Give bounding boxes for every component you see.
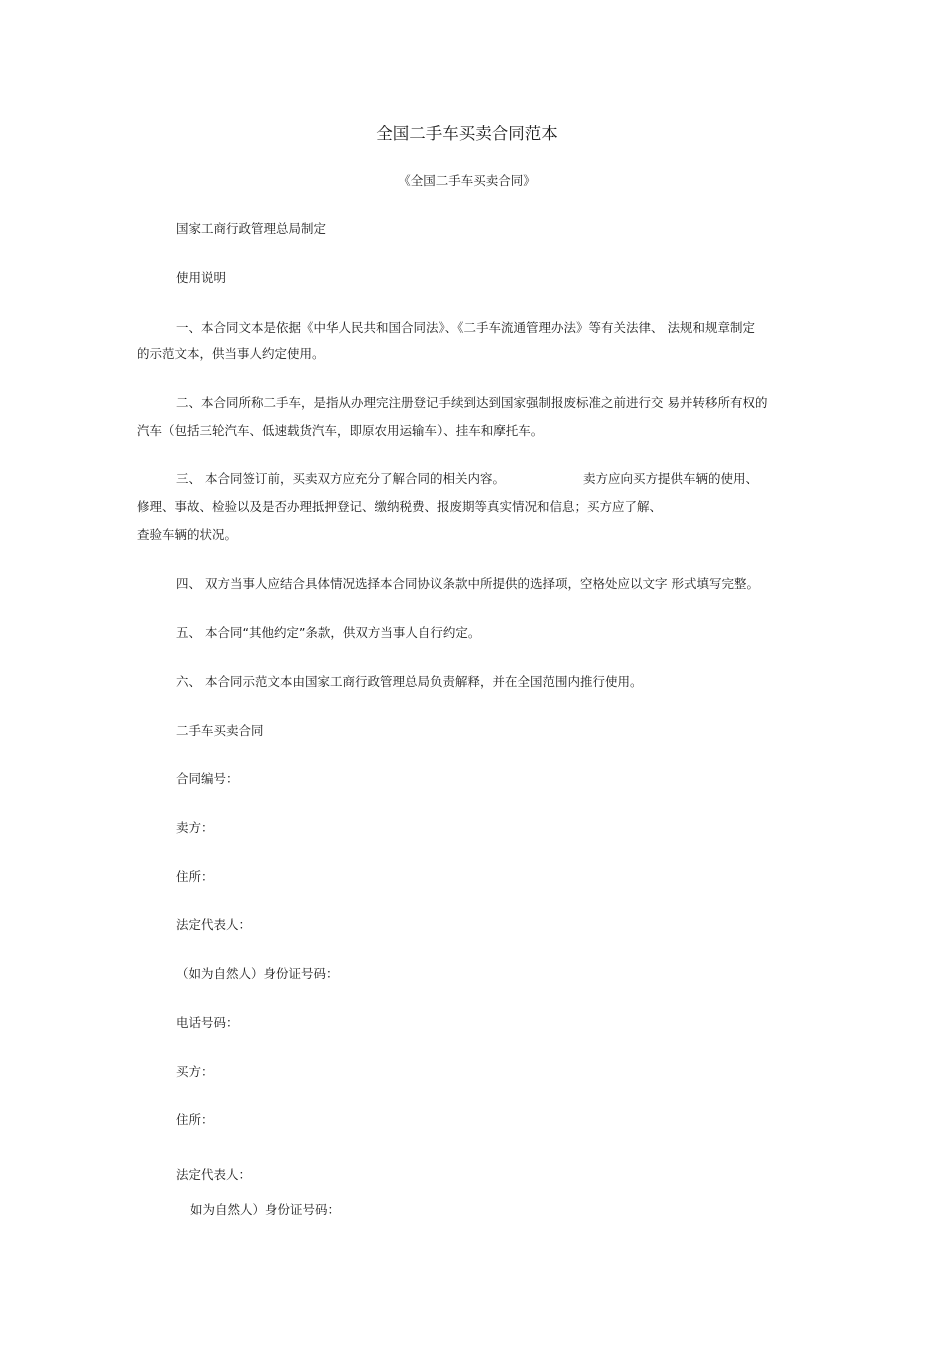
contract-heading: 二手车买卖合同: [176, 723, 264, 738]
clause-6: 六、 本合同示范文本由国家工商行政管理总局负责解释，并在全国范围内推行使用。: [176, 674, 643, 689]
field-buyer-address: 住所：: [176, 1112, 214, 1127]
clause-2-line-2: 汽车（包括三轮汽车、低速载货汽车，即原农用运输车）、挂车和摩托车。: [137, 423, 544, 438]
field-contract-no: 合同编号：: [176, 771, 239, 786]
clause-1-line-2: 的示范文本，供当事人约定使用。: [137, 346, 325, 361]
clause-4: 四、 双方当事人应结合具体情况选择本合同协议条款中所提供的选择项，空格处应以文字 形式填写完整。: [176, 576, 759, 591]
field-buyer: 买方：: [176, 1064, 214, 1079]
instructions-heading: 使用说明: [176, 270, 227, 285]
clause-2-line-1: 二、本合同所称二手车，是指从办理完注册登记手续到达到国家强制报废标准之前进行交 易并转移所有权的: [176, 395, 768, 410]
document-title: 全国二手车买卖合同范本: [376, 124, 558, 143]
field-buyer-legal-rep: 法定代表人：: [176, 1167, 252, 1182]
field-seller-address: 住所：: [176, 869, 214, 884]
field-seller-legal-rep: 法定代表人：: [176, 917, 252, 932]
clause-1-line-1: 一、本合同文本是依据《中华人民共和国合同法》、《二手车流通管理办法》等有关法律、 法规和规章制定: [176, 320, 755, 335]
field-seller: 卖方：: [176, 820, 214, 835]
field-seller-id: （如为自然人）身份证号码：: [176, 966, 339, 981]
field-buyer-id: 如为自然人）身份证号码：: [190, 1202, 341, 1217]
clause-3-line-1b: 卖方应向买方提供车辆的使用、: [583, 471, 759, 486]
issuer-line: 国家工商行政管理总局制定: [176, 221, 327, 236]
field-seller-phone: 电话号码：: [176, 1015, 239, 1030]
document-subtitle: 《全国二手车买卖合同》: [398, 173, 536, 188]
clause-3-line-2: 修理、事故、检验以及是否办理抵押登记、缴纳税费、报废期等真实情况和信息；买方应了解、: [137, 499, 663, 514]
clause-5: 五、 本合同“其他约定”条款，供双方当事人自行约定。: [176, 625, 481, 640]
clause-3-line-1a: 三、 本合同签订前，买卖双方应充分了解合同的相关内容。: [176, 471, 505, 486]
clause-3-line-3: 查验车辆的状况。: [137, 527, 238, 542]
